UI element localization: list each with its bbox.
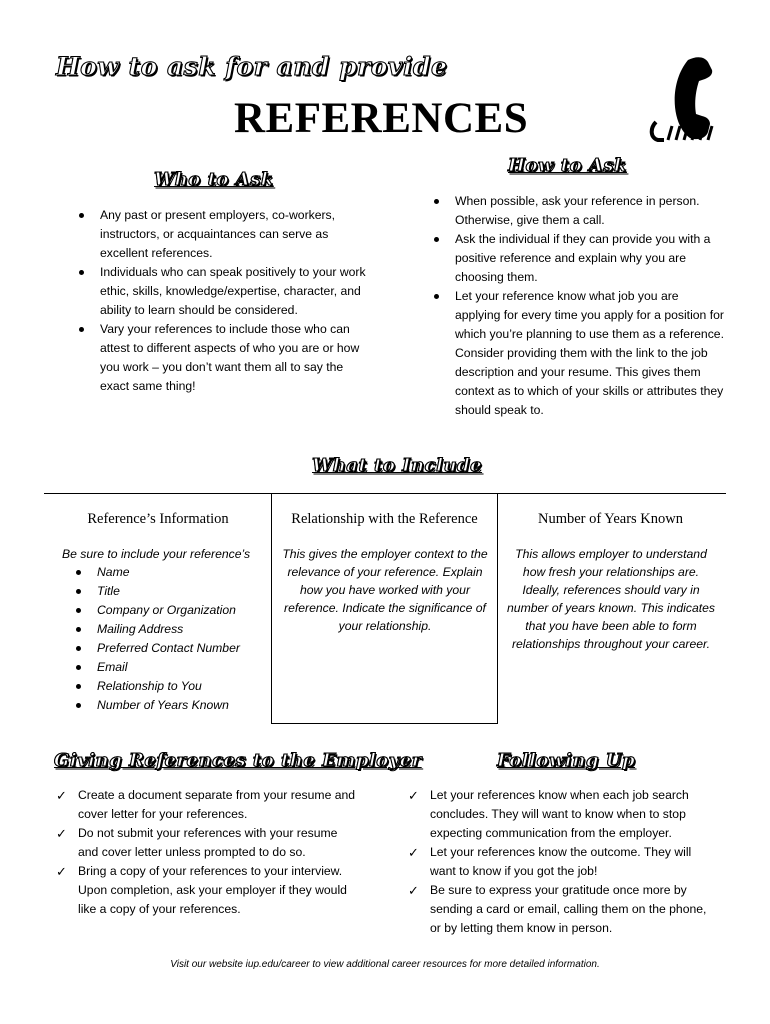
checkmark-icon: ✓ — [56, 864, 67, 879]
list-item: Company or Organization — [69, 601, 269, 620]
what-to-include-heading: What to Include — [312, 455, 483, 476]
table-top-rule — [44, 493, 726, 494]
following-up-list — [406, 786, 711, 938]
checkmark-icon: ✓ — [408, 845, 419, 860]
col2-text: This gives the employer context to the relevance of your reference. Explain how you have worked with your reference. Indicate the significance of your relationship. — [282, 547, 488, 633]
who-to-ask-heading: Who to Ask — [154, 169, 274, 190]
how-to-ask-list — [427, 192, 725, 420]
list-item: ✓ Let your references know the outcome. They will want to know if you got the job! — [408, 845, 692, 878]
list-item: Individuals who can speak positively to your work ethic, skills, knowledge/expertise, character, and ability to learn should be considered. — [72, 263, 372, 320]
giving-references-heading: Giving References to the Employer — [54, 750, 422, 771]
how-to-ask-heading: How to Ask — [508, 155, 627, 176]
title-line-1: How to ask for and provide — [56, 52, 448, 81]
list-item: Email — [69, 658, 269, 677]
col-heading-references-information: Reference’s Information — [87, 511, 229, 527]
table-bottom-rule — [271, 723, 498, 724]
col-heading-relationship: Relationship with the Reference — [291, 511, 478, 527]
checkmark-icon: ✓ — [56, 826, 67, 841]
list-item: ✓ Create a document separate from your resume and cover letter for your references. — [56, 788, 356, 821]
list-item: ✓ Do not submit your references with your resume and cover letter unless prompted to do so. — [56, 826, 338, 859]
page-title: REFERENCES — [234, 95, 529, 142]
checkmark-icon: ✓ — [56, 788, 67, 803]
list-item: ✓ Let your references know when each job search concludes. They will want to know when to stop expecting communication from the employer. — [408, 788, 689, 840]
list-item: Mailing Address — [69, 620, 269, 639]
checkmark-icon: ✓ — [408, 788, 419, 803]
list-item: ✓ Bring a copy of your references to your interview. Upon completion, ask your employer if they would like a copy of your references. — [56, 864, 347, 916]
list-item: Title — [69, 582, 269, 601]
list-item: When possible, ask your reference in person. Otherwise, give them a call. — [427, 192, 725, 230]
who-to-ask-list — [72, 206, 372, 396]
list-item: Let your reference know what job you are applying for every time you apply for a position for which you’re planning to use them as a reference. Consider providing them with the link to the job description and your resume. This gives them context as to which of your skills or attributes they should speak to. — [427, 287, 725, 420]
list-item: Ask the individual if they can provide you with a positive reference and explain why you are choosing them. — [427, 230, 725, 287]
list-item: Relationship to You — [69, 677, 269, 696]
list-item: Preferred Contact Number — [69, 639, 269, 658]
following-up-heading: Following Up — [497, 750, 636, 771]
col3-text: This allows employer to understand how fresh your relationships are. Ideally, references should vary in number of years known. This indicates that you have been able to form relationships throughout your career. — [507, 547, 715, 651]
list-item: Vary your references to include those who can attest to different aspects of who you are or how you work – you don’t want them all to say the exact same thing! — [72, 320, 372, 396]
list-item: Name — [69, 563, 269, 582]
col-heading-years-known: Number of Years Known — [538, 511, 683, 527]
list-item: Any past or present employers, co-workers, instructors, or acquaintances can serve as excellent references. — [72, 206, 372, 263]
telephone-icon — [642, 54, 722, 146]
col1-list — [69, 563, 269, 715]
checkmark-icon: ✓ — [408, 883, 419, 898]
list-item: Number of Years Known — [69, 696, 269, 715]
col1-intro: Be sure to include your reference’s — [62, 547, 251, 561]
list-item: ✓ Be sure to express your gratitude once more by sending a card or email, calling them on the phone, or by letting them know in person. — [408, 883, 707, 935]
giving-references-list — [54, 786, 359, 919]
footer-note: Visit our website iup.edu/career to view additional career resources for more detailed information. — [170, 959, 600, 970]
